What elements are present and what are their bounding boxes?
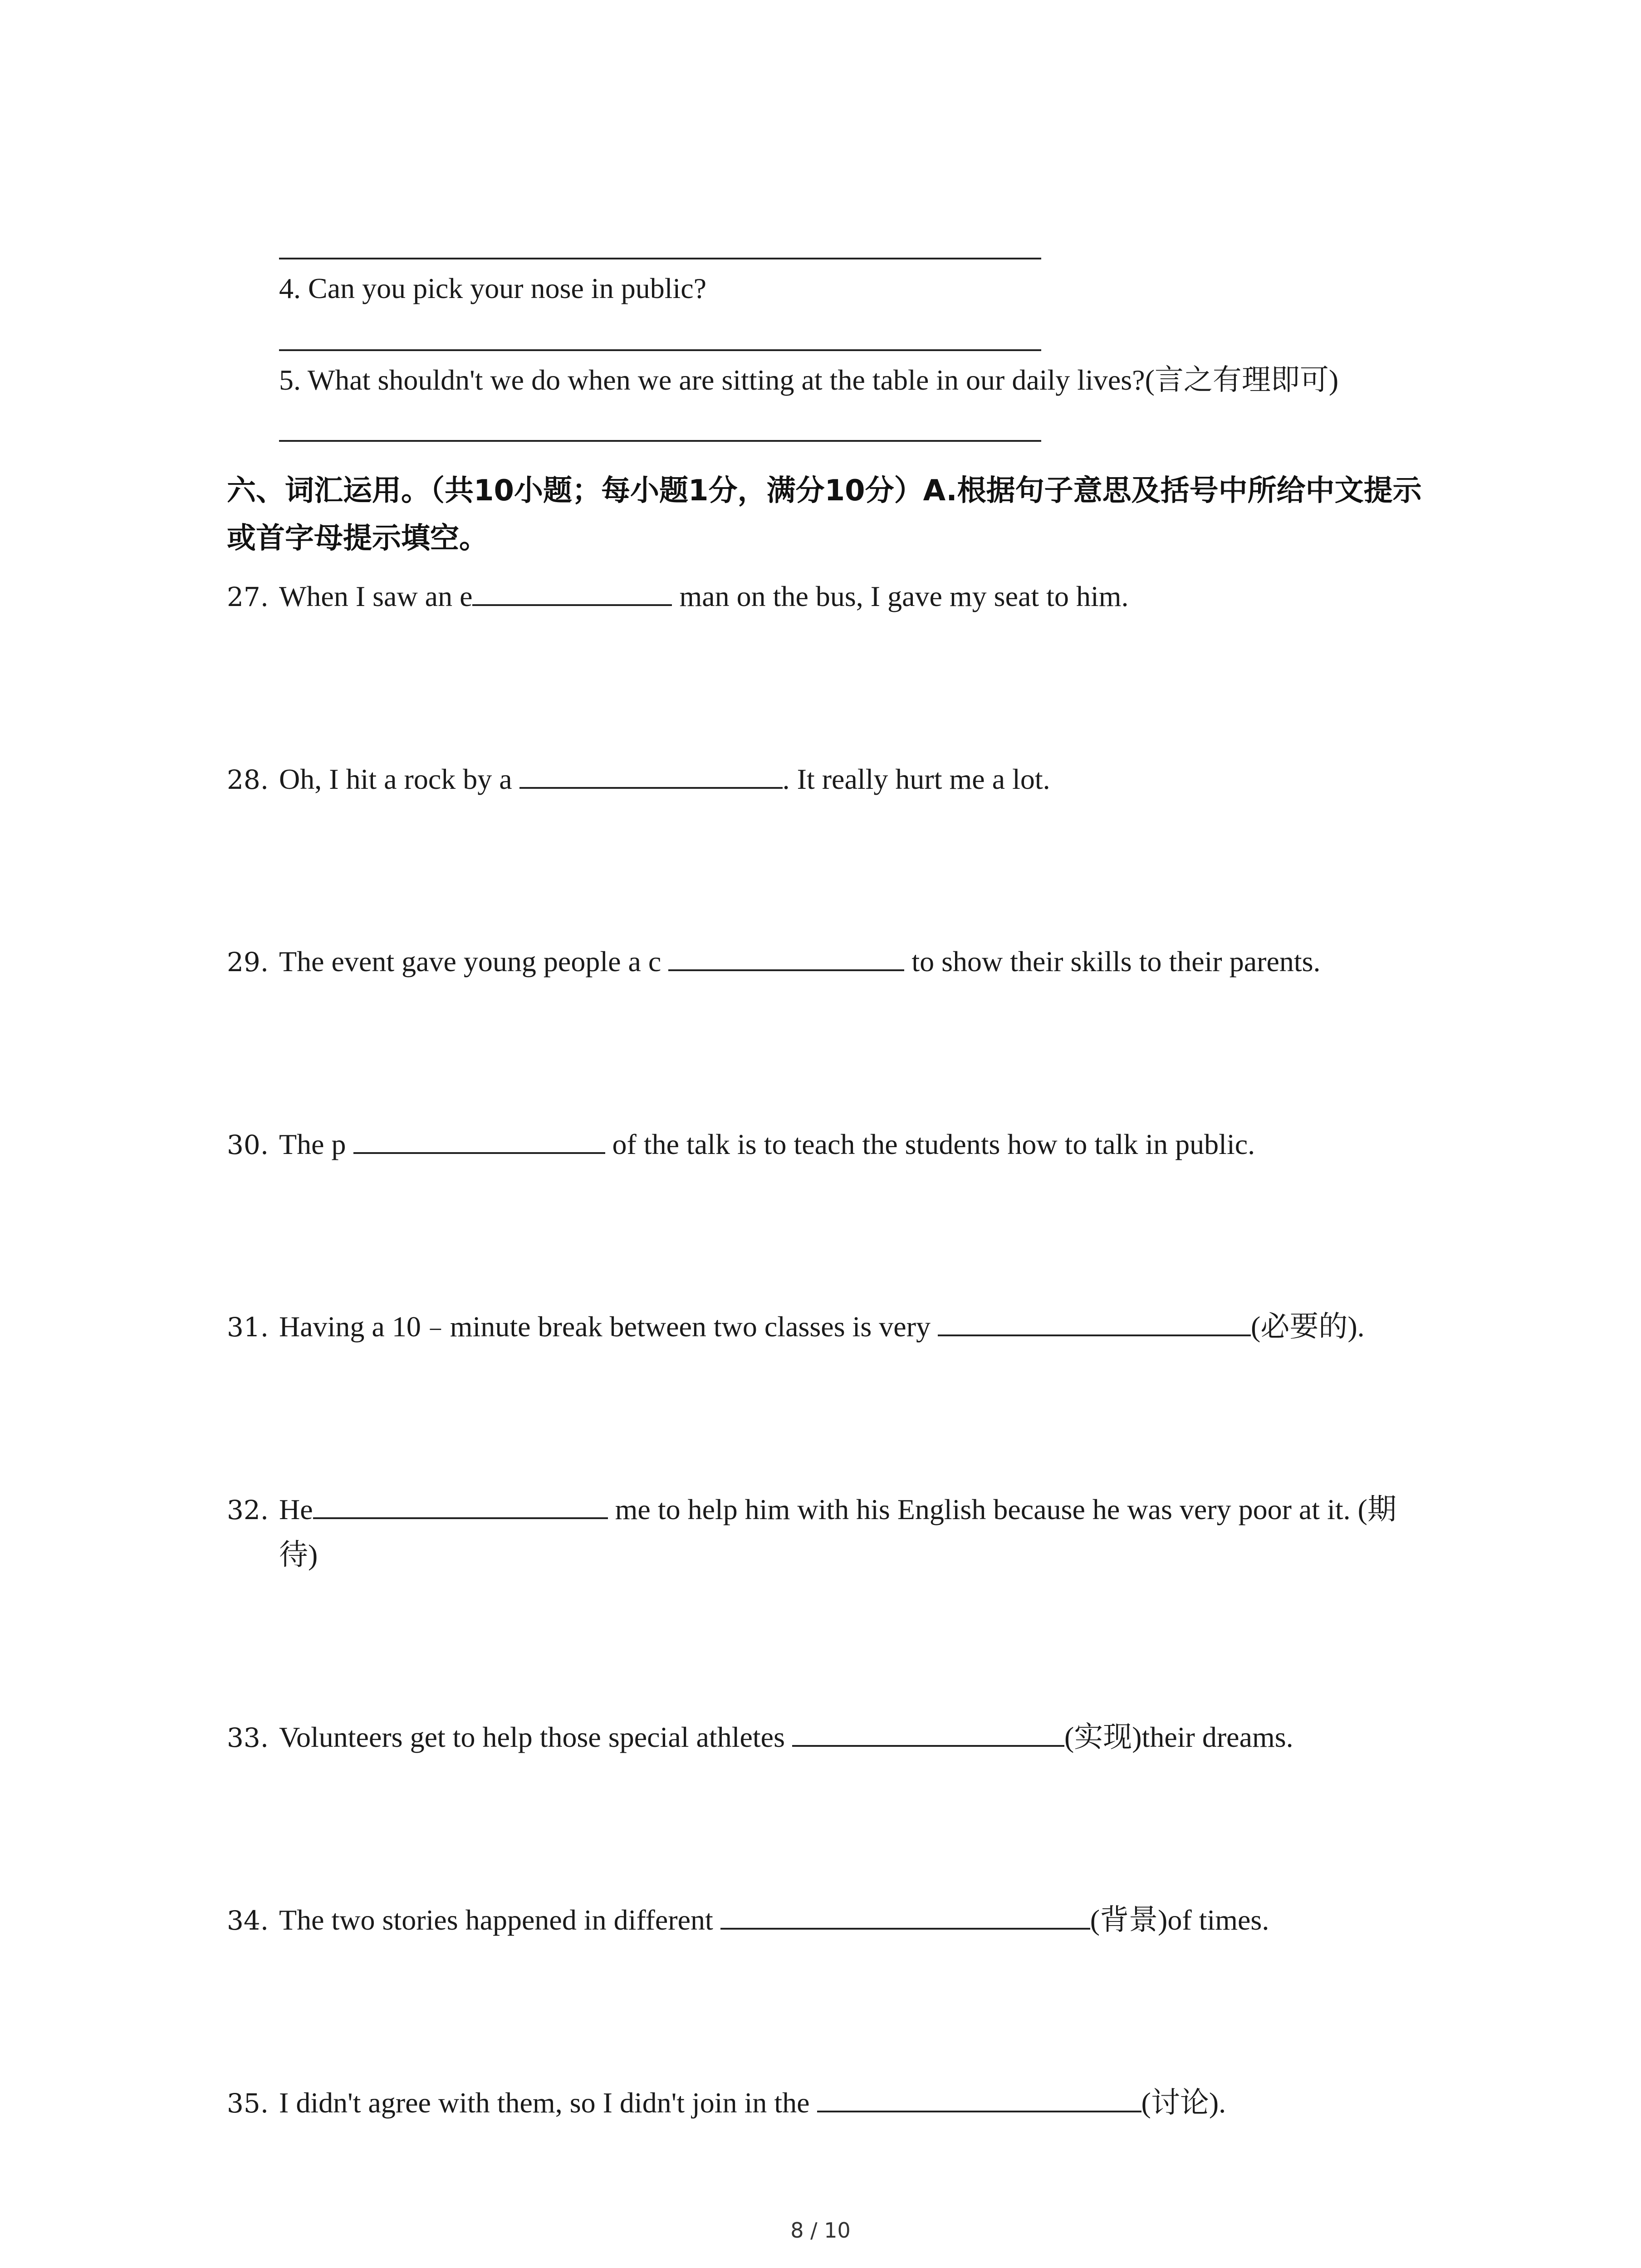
item-text-before: He bbox=[279, 1493, 313, 1525]
item-33 bbox=[227, 1715, 1293, 1760]
item-text-after: (背景)of times. bbox=[1090, 1904, 1269, 1936]
item-29 bbox=[227, 939, 1321, 985]
item-31 bbox=[227, 1304, 1365, 1350]
item-text-after: to show their skills to their parents. bbox=[904, 945, 1321, 978]
fill-blank[interactable] bbox=[720, 1900, 1090, 1930]
item-text-before: When I saw an e bbox=[279, 580, 473, 612]
item-number: 35. bbox=[227, 2088, 269, 2119]
item-number: 27. bbox=[227, 582, 269, 612]
item-28 bbox=[227, 757, 1050, 802]
item-number: 31. bbox=[227, 1312, 269, 1343]
item-text-before: The event gave young people a c bbox=[279, 945, 669, 978]
answer-line-5[interactable] bbox=[279, 440, 1041, 442]
item-number: 33. bbox=[227, 1722, 269, 1753]
fill-blank[interactable] bbox=[817, 2082, 1141, 2112]
fill-blank[interactable] bbox=[472, 576, 672, 606]
question-5: 5. What shouldn't we do when we are sitting at the table in our daily lives?(言之有理即可) bbox=[279, 364, 1339, 396]
item-32-continuation bbox=[279, 1532, 318, 1578]
fill-blank[interactable] bbox=[353, 1124, 605, 1154]
item-text-after: (必要的). bbox=[1251, 1310, 1365, 1343]
item-number: 32. bbox=[227, 1495, 269, 1525]
item-text-before: I didn't agree with them, so I didn't join in the bbox=[279, 2087, 817, 2119]
fill-blank[interactable] bbox=[792, 1717, 1064, 1747]
item-text-before: Volunteers get to help those special athletes bbox=[279, 1721, 792, 1753]
question-4: 4. Can you pick your nose in public? bbox=[279, 272, 707, 304]
section-heading: 六、词汇运用。（共10小题；每小题1分，满分10分）A.根据句子意思及括号中所给中文提示或首字母提示填空。 bbox=[227, 474, 1422, 555]
item-text-after: . It really hurt me a lot. bbox=[782, 763, 1050, 795]
item-text-before: Having a 10﹣minute break between two classes is very bbox=[279, 1310, 938, 1343]
item-number: 29. bbox=[227, 947, 269, 978]
item-text-after: me to help him with his English because he was very poor at it. (期 bbox=[607, 1493, 1396, 1525]
item-text-before: Oh, I hit a rock by a bbox=[279, 763, 519, 795]
item-text-before: The p bbox=[279, 1128, 353, 1160]
answer-line-4[interactable] bbox=[279, 349, 1041, 351]
item-number: 28. bbox=[227, 764, 269, 795]
item-32 bbox=[227, 1487, 1396, 1533]
item-27 bbox=[227, 574, 1129, 620]
item-text-continuation: 待) bbox=[279, 1539, 318, 1571]
fill-blank[interactable] bbox=[938, 1306, 1251, 1336]
item-text-after: of the talk is to teach the students how to talk in public. bbox=[605, 1128, 1255, 1160]
item-number: 34. bbox=[227, 1905, 269, 1936]
item-text-after: man on the bus, I gave my seat to him. bbox=[672, 580, 1129, 612]
item-text-after: (实现)their dreams. bbox=[1064, 1721, 1293, 1753]
item-35 bbox=[227, 2080, 1226, 2126]
fill-blank[interactable] bbox=[519, 759, 783, 789]
fill-blank[interactable] bbox=[668, 941, 904, 971]
item-34 bbox=[227, 1897, 1269, 1943]
page-indicator: 8 / 10 bbox=[790, 2218, 851, 2243]
item-number: 30. bbox=[227, 1129, 269, 1160]
item-text-after: (讨论). bbox=[1141, 2087, 1226, 2119]
item-text-before: The two stories happened in different bbox=[279, 1904, 720, 1936]
fill-blank[interactable] bbox=[313, 1489, 608, 1519]
answer-line-3[interactable] bbox=[279, 258, 1041, 259]
item-30 bbox=[227, 1122, 1255, 1168]
